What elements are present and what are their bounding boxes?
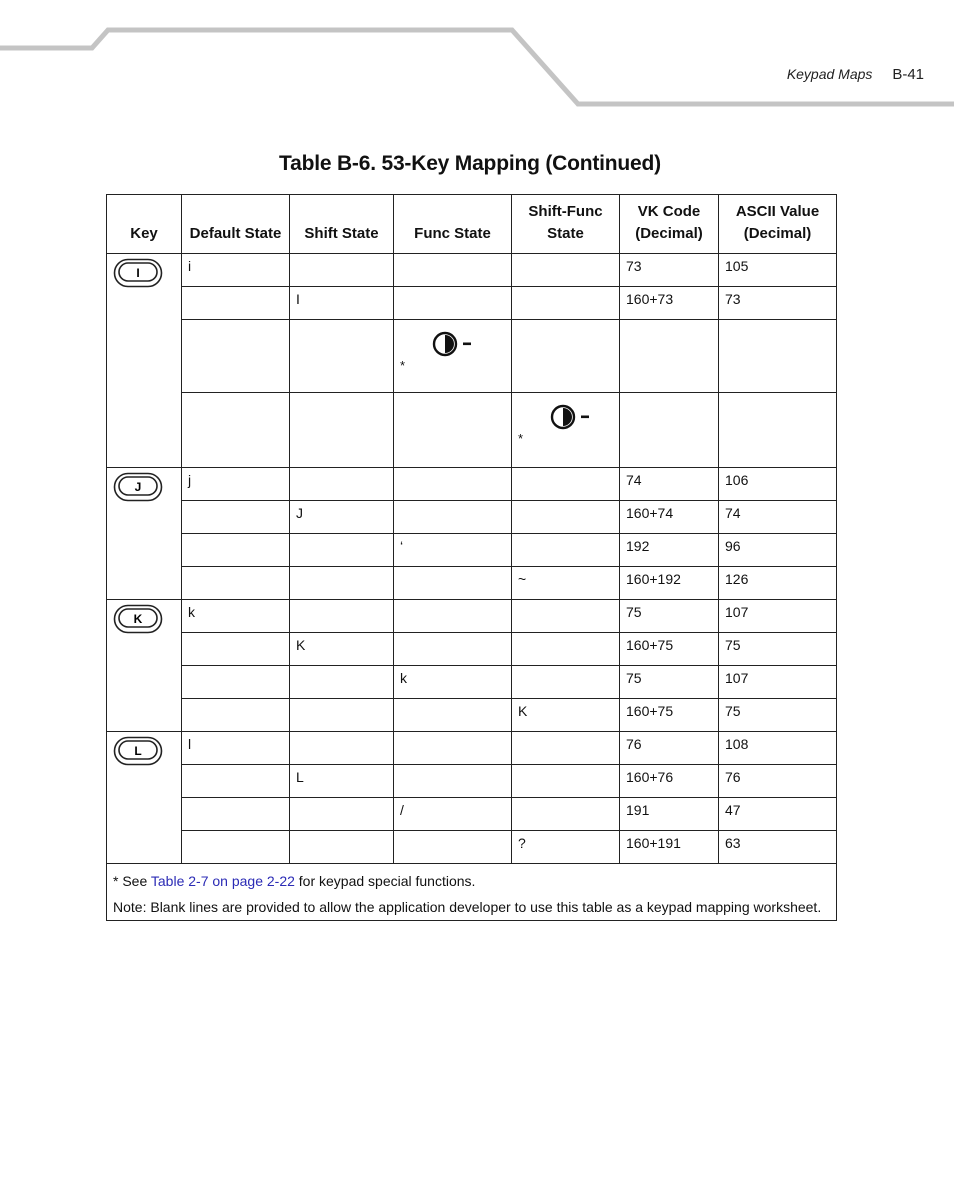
cell-shift [290, 468, 394, 501]
cell-ascii [719, 633, 837, 666]
cell-value: 107 [725, 604, 749, 620]
cell-shift [290, 534, 394, 567]
cell-value: 107 [725, 670, 749, 686]
cell-vk [620, 732, 719, 765]
key-cell [107, 600, 182, 732]
cell-vk [620, 699, 719, 732]
cell-value: 192 [626, 538, 650, 554]
cell-shift [290, 287, 394, 320]
cell-value: 160+192 [626, 571, 681, 587]
cell-value: 126 [725, 571, 749, 587]
cell-func [394, 393, 512, 468]
cell-vk [620, 633, 719, 666]
cell-shiftfunc [512, 798, 620, 831]
table-row [107, 600, 837, 633]
key-icon-l [113, 736, 163, 766]
cell-value: 160+73 [626, 291, 674, 307]
contrast-decrease-icon [550, 403, 594, 433]
cell-value: 47 [725, 802, 741, 818]
cell-ascii [719, 699, 837, 732]
cell-default [182, 501, 290, 534]
table-title: Table B-6. 53-Key Mapping (Continued) [279, 152, 661, 175]
key-icon-j [113, 472, 163, 502]
cell-vk [620, 254, 719, 287]
cell-default [182, 666, 290, 699]
cell-value: 75 [725, 637, 741, 653]
cell-shiftfunc [512, 831, 620, 864]
cell-vk [620, 534, 719, 567]
cell-shiftfunc [512, 699, 620, 732]
cell-shift [290, 254, 394, 287]
cell-value: J [296, 505, 303, 521]
svg-text:K: K [133, 612, 143, 626]
svg-text:I: I [136, 266, 140, 280]
cell-value: 191 [626, 802, 650, 818]
key-icon-i [113, 258, 163, 288]
key-mapping-table [106, 194, 837, 921]
cell-shiftfunc [512, 600, 620, 633]
cell-ascii [719, 501, 837, 534]
cell-value: K [518, 703, 528, 719]
cell-value: 76 [725, 769, 741, 785]
key-cell [107, 254, 182, 468]
cell-value: 160+75 [626, 703, 674, 719]
cell-shift [290, 393, 394, 468]
table-row [107, 254, 837, 287]
cell-func [394, 287, 512, 320]
col-vk: VK Code (Decimal) [620, 195, 719, 254]
cell-func [394, 831, 512, 864]
key-cell [107, 468, 182, 600]
cell-ascii [719, 765, 837, 798]
cell-func [394, 798, 512, 831]
cell-shift [290, 732, 394, 765]
cell-shift [290, 666, 394, 699]
key-cell [107, 732, 182, 864]
cell-value: 106 [725, 472, 749, 488]
cell-func [394, 534, 512, 567]
table-row [107, 534, 837, 567]
cell-value: ? [518, 835, 526, 851]
key-icon-k [113, 604, 163, 634]
cell-value: 160+75 [626, 637, 674, 653]
cell-default [182, 732, 290, 765]
cell-shiftfunc [512, 534, 620, 567]
section-name: Keypad Maps [786, 66, 873, 82]
cell-func [394, 468, 512, 501]
cell-vk [620, 831, 719, 864]
cell-func [394, 501, 512, 534]
cell-value: 96 [725, 538, 741, 554]
cell-value: 74 [725, 505, 741, 521]
cell-value: I [296, 291, 300, 307]
cell-shiftfunc [512, 287, 620, 320]
col-default: Default State [182, 195, 290, 254]
cell-value: i [188, 258, 192, 274]
cell-ascii [719, 393, 837, 468]
cell-shiftfunc [512, 320, 620, 393]
cell-vk [620, 798, 719, 831]
cell-shiftfunc [512, 254, 620, 287]
cell-func [394, 600, 512, 633]
cell-default [182, 567, 290, 600]
svg-text:J: J [134, 480, 142, 494]
cell-default [182, 831, 290, 864]
cell-default [182, 287, 290, 320]
cell-value: 160+76 [626, 769, 674, 785]
cell-ascii [719, 567, 837, 600]
cell-shift [290, 501, 394, 534]
cell-value: 75 [725, 703, 741, 719]
cell-value: L [296, 769, 304, 785]
cell-shiftfunc [512, 765, 620, 798]
page-header [787, 66, 924, 83]
cell-func [394, 633, 512, 666]
cell-ascii [719, 534, 837, 567]
footnote-marker: * [518, 431, 524, 446]
cell-value: 76 [626, 736, 642, 752]
cell-shift [290, 567, 394, 600]
footnote-row [107, 864, 837, 921]
cell-default [182, 600, 290, 633]
cell-shiftfunc [512, 666, 620, 699]
cell-shiftfunc [512, 633, 620, 666]
cell-vk [620, 287, 719, 320]
table-2-7-link[interactable]: Table 2-7 on page 2-22 [150, 873, 295, 889]
footnote-suffix: for keypad special functions. [294, 873, 476, 889]
footnote-prefix: * See [113, 873, 151, 889]
table-row [107, 633, 837, 666]
cell-default [182, 468, 290, 501]
header-rule [0, 0, 954, 110]
table-row [107, 501, 837, 534]
cell-func [394, 699, 512, 732]
cell-vk [620, 468, 719, 501]
cell-shiftfunc [512, 732, 620, 765]
cell-value: j [188, 472, 192, 488]
cell-default [182, 633, 290, 666]
cell-shift [290, 633, 394, 666]
table-row [107, 699, 837, 732]
footnote-marker: * [400, 358, 406, 373]
cell-func [394, 765, 512, 798]
table-row [107, 798, 837, 831]
col-shiftfunc: Shift-Func State [512, 195, 620, 254]
cell-shiftfunc [512, 468, 620, 501]
cell-vk [620, 501, 719, 534]
table-row [107, 393, 837, 468]
cell-value: 73 [725, 291, 741, 307]
cell-vk [620, 320, 719, 393]
cell-func [394, 254, 512, 287]
col-shift: Shift State [290, 195, 394, 254]
cell-ascii [719, 254, 837, 287]
table-row [107, 831, 837, 864]
cell-value: 73 [626, 258, 642, 274]
cell-shiftfunc [512, 501, 620, 534]
cell-shift [290, 831, 394, 864]
table-row [107, 287, 837, 320]
cell-shift [290, 600, 394, 633]
cell-ascii [719, 666, 837, 699]
cell-shift [290, 699, 394, 732]
cell-value: 160+191 [626, 835, 681, 851]
cell-shift [290, 320, 394, 393]
cell-value: K [296, 637, 306, 653]
cell-ascii [719, 320, 837, 393]
footnote [107, 864, 837, 921]
cell-shift [290, 798, 394, 831]
cell-default [182, 393, 290, 468]
cell-shiftfunc [512, 393, 620, 468]
col-ascii: ASCII Value (Decimal) [719, 195, 837, 254]
cell-value: k [400, 670, 407, 686]
cell-ascii [719, 287, 837, 320]
cell-ascii [719, 600, 837, 633]
cell-default [182, 254, 290, 287]
footnote-line [113, 868, 830, 894]
cell-value: / [400, 802, 404, 818]
cell-vk [620, 666, 719, 699]
cell-func [394, 567, 512, 600]
cell-default [182, 699, 290, 732]
cell-func [394, 666, 512, 699]
table-row [107, 732, 837, 765]
cell-ascii [719, 831, 837, 864]
cell-value: ~ [518, 571, 527, 587]
col-func: Func State [394, 195, 512, 254]
table-row [107, 765, 837, 798]
cell-func [394, 732, 512, 765]
cell-shiftfunc [512, 567, 620, 600]
contrast-decrease-icon [432, 330, 476, 360]
cell-ascii [719, 732, 837, 765]
cell-value: 105 [725, 258, 749, 274]
cell-ascii [719, 468, 837, 501]
cell-vk [620, 567, 719, 600]
table-row [107, 468, 837, 501]
cell-default [182, 320, 290, 393]
cell-value: ‘ [400, 538, 404, 554]
cell-value: 75 [626, 670, 642, 686]
cell-vk [620, 393, 719, 468]
cell-func [394, 320, 512, 393]
col-key: Key [107, 195, 182, 254]
header-row [107, 195, 837, 254]
svg-text:L: L [134, 744, 142, 758]
cell-shift [290, 765, 394, 798]
cell-default [182, 534, 290, 567]
table-row [107, 567, 837, 600]
cell-value: 74 [626, 472, 642, 488]
cell-value: 75 [626, 604, 642, 620]
table-row [107, 666, 837, 699]
cell-vk [620, 600, 719, 633]
cell-value: 160+74 [626, 505, 674, 521]
cell-default [182, 765, 290, 798]
cell-value: 108 [725, 736, 749, 752]
cell-vk [620, 765, 719, 798]
table-row [107, 320, 837, 393]
worksheet-note: Note: Blank lines are provided to allow the application developer to use this table as a keypad mapping worksheet. [113, 899, 822, 915]
cell-value: k [188, 604, 195, 620]
cell-value: l [188, 736, 192, 752]
cell-ascii [719, 798, 837, 831]
page-number: B-41 [892, 66, 924, 83]
cell-default [182, 798, 290, 831]
cell-value: 63 [725, 835, 741, 851]
